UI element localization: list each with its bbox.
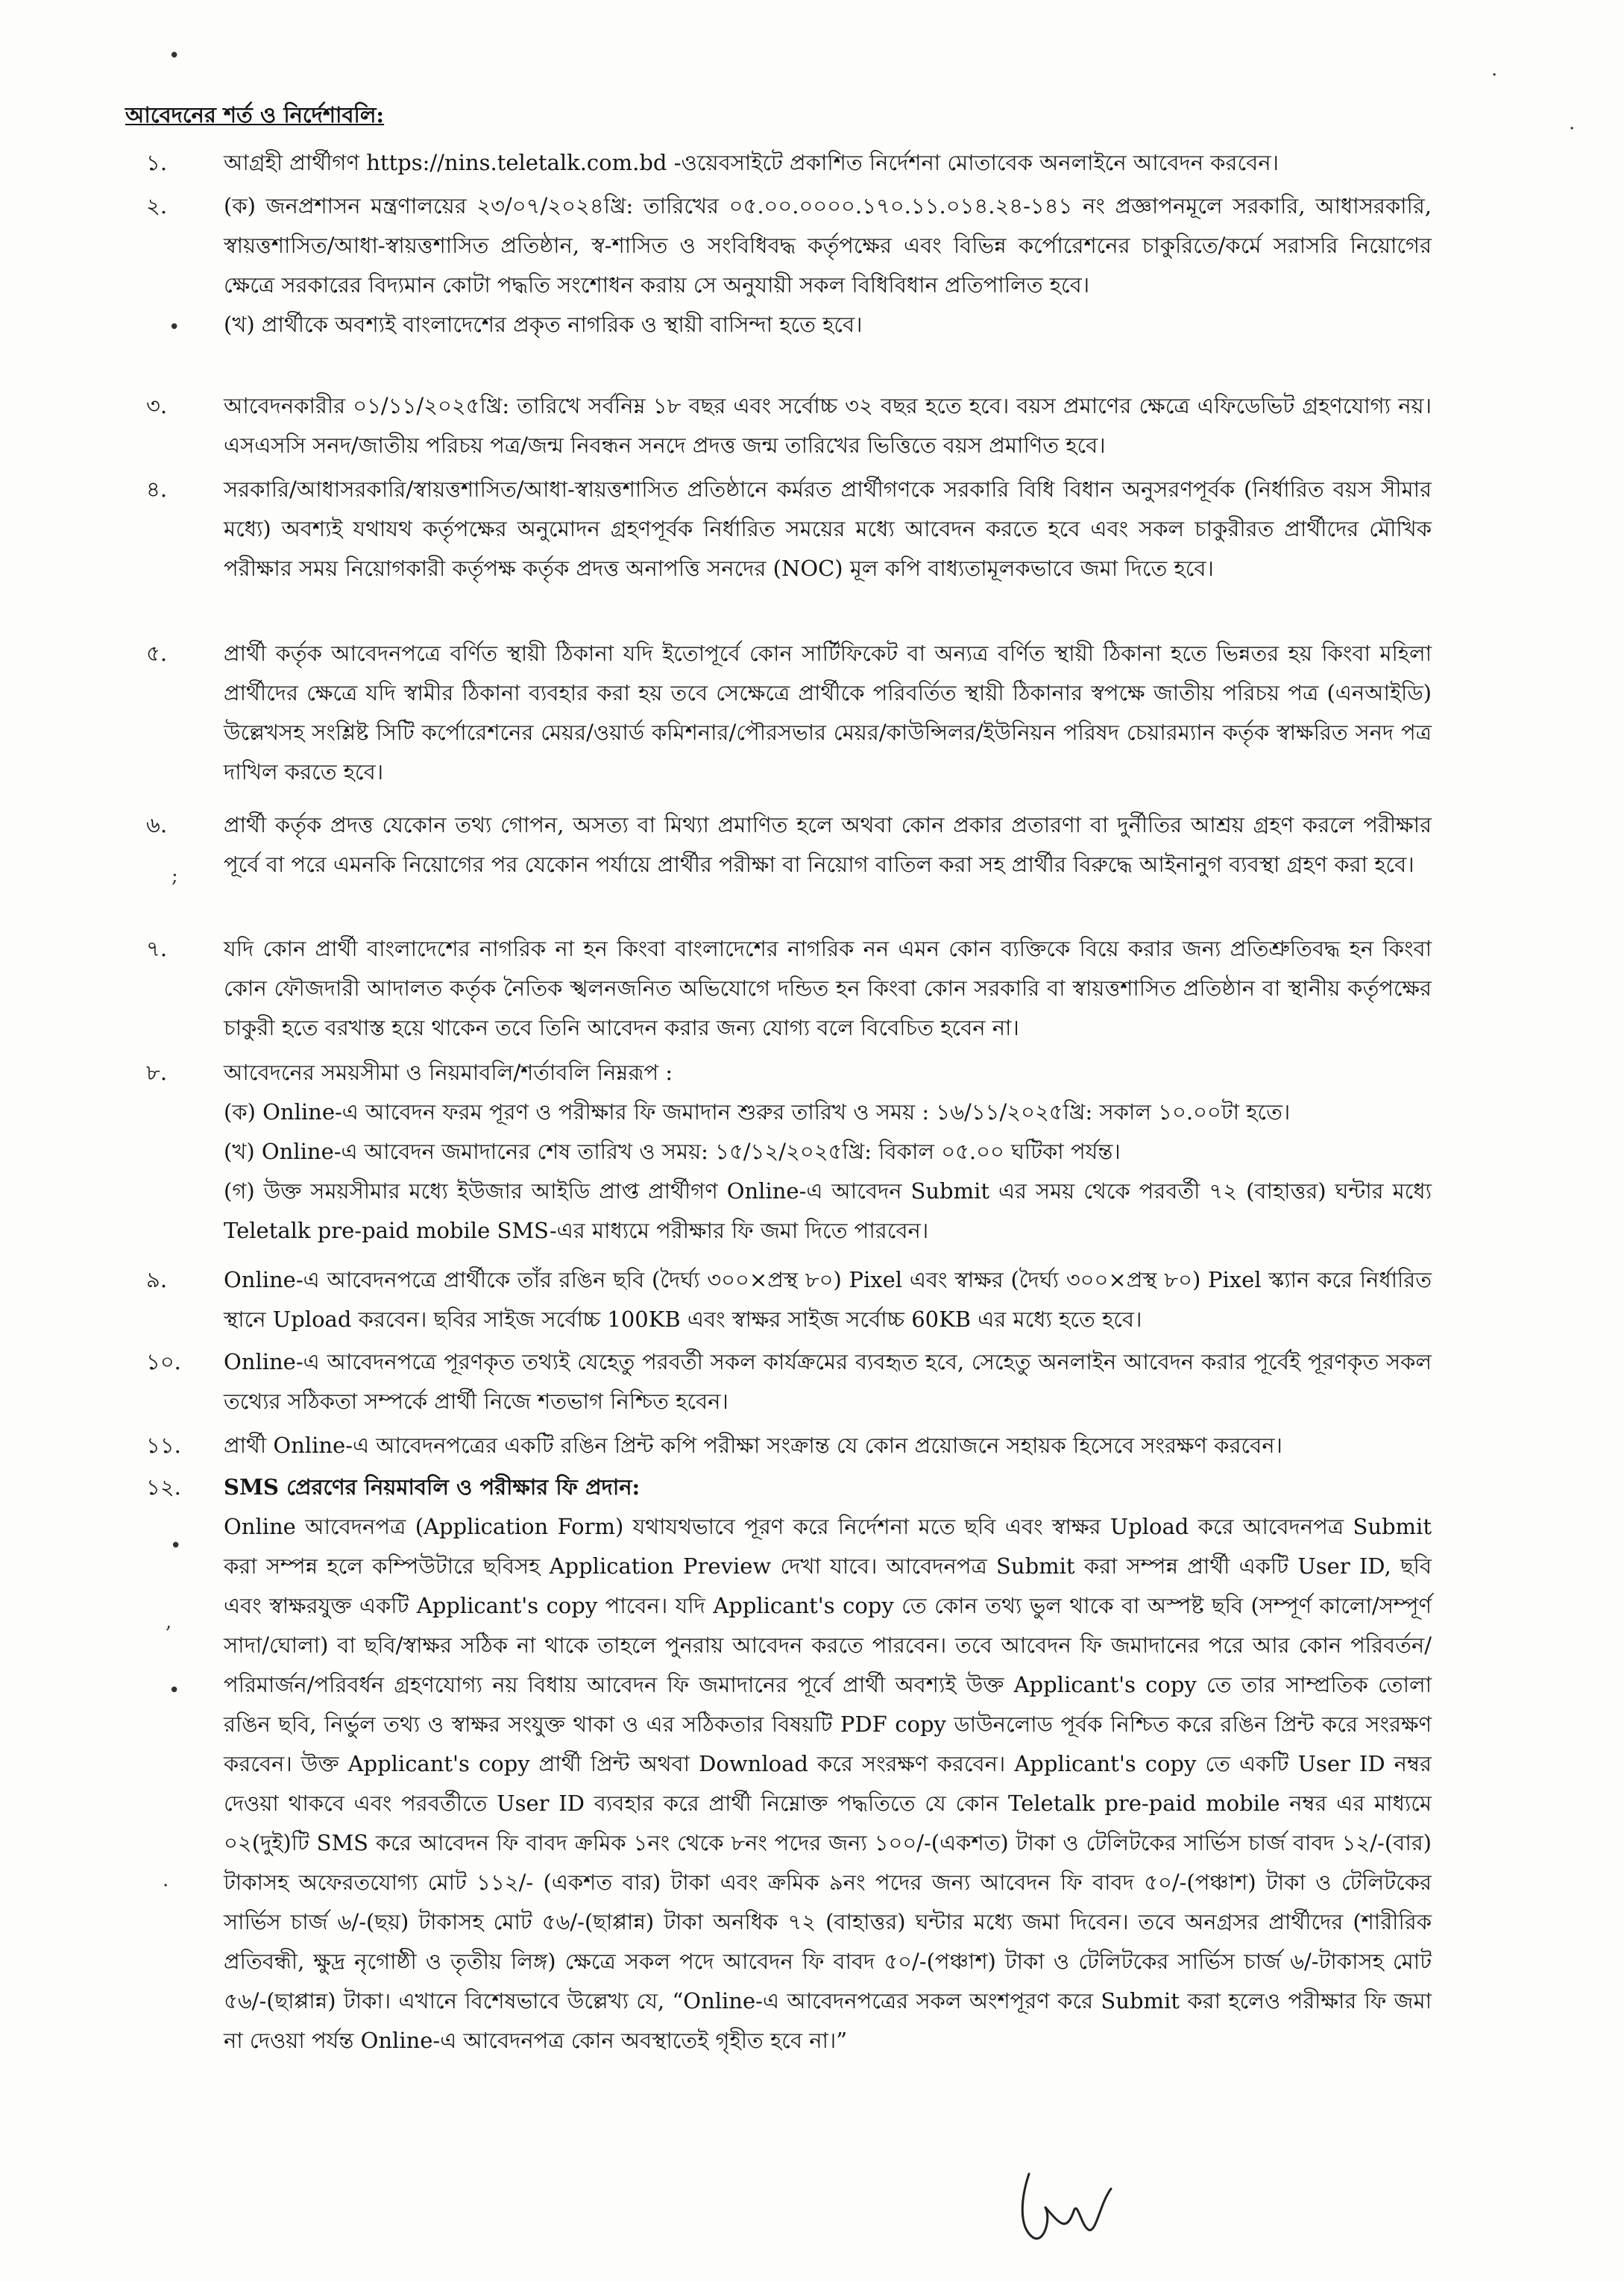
item-line: Online-এ আবেদনপত্রে প্রার্থীকে তাঁর রঙিন ছবি (দৈর্ঘ্য ৩০০×প্রস্থ ৮০) Pixel এবং স্বাক্ষর (দৈর্ঘ্য ৩০০×প্রস্থ ৮০) Pixel স্ক্যান করে নির্ধারিত স্থানে Upload করবেন। ছবির সাইজ সর্বোচ্চ 100KB এবং স্বাক্ষর সাইজ সর্বোচ্চ 60KB এর মধ্যে হতে হবে। xyxy=(224,1267,1432,1332)
item-number: ৫. xyxy=(146,641,168,666)
item-text xyxy=(224,1342,1432,1421)
scan-speck: , xyxy=(166,1611,172,1633)
item-line: (ক) জনপ্রশাসন মন্ত্রণালয়ের ২৩/০৭/২০২৪খ্রি: তারিখের ০৫.০০.০০০০.১৭০.১১.০১৪.২৪-১৪১ নং প্রজ্ঞাপনমূলে সরকারি, আধাসরকারি, স্বায়ত্তশাসিত/আধা-স্বায়ত্তশাসিত প্রতিষ্ঠান, স্ব-শাসিত ও সংবিধিবদ্ধ কর্তৃপক্ষের এবং বিভিন্ন কর্পোরেশনের চাকুরিতে/কর্মে সরাসরি নিয়োগের ক্ষেত্রে সরকারের বিদ্যমান কোটা পদ্ধতি সংশোধন করায় সে অনুযায়ী সকল বিধিবিধান প্রতিপালিত হবে। xyxy=(224,193,1432,298)
item-number: ৭. xyxy=(146,936,168,961)
item-text xyxy=(224,1053,1432,1251)
item-line: আবেদনের সময়সীমা ও নিয়মাবলি/শর্তাবলি নিম্নরূপ : xyxy=(224,1060,673,1085)
item-number: ১. xyxy=(146,150,168,175)
scan-speck: • xyxy=(169,316,180,339)
item-text xyxy=(224,634,1432,792)
item-line: (খ) প্রার্থীকে অবশ্যই বাংলাদেশের প্রকৃত নাগরিক ও স্থায়ী বাসিন্দা হতে হবে। xyxy=(224,312,863,337)
item-number: ১২. xyxy=(146,1474,181,1500)
item-line: আগ্রহী প্রার্থীগণ https://nins.teletalk.com.bd -ওয়েবসাইটে প্রকাশিত নির্দেশনা মোতাবেক অনলাইনে আবেদন করবেন। xyxy=(224,150,1279,175)
scan-speck: • xyxy=(169,1679,180,1702)
item-line: প্রার্থী Online-এ আবেদনপত্রের একটি রঙিন প্রিন্ট কপি পরীক্ষা সংক্রান্ত যে কোন প্রয়োজনে সহায়ক হিসেবে সংরক্ষণ করবেন। xyxy=(224,1433,1282,1458)
item-line: SMS প্রেরণের নিয়মাবলি ও পরীক্ষার ফি প্রদান: xyxy=(224,1474,641,1500)
item-text xyxy=(224,1426,1432,1465)
item-text xyxy=(224,386,1432,465)
item-number: ১০. xyxy=(146,1349,181,1374)
scan-speck: · xyxy=(1569,118,1576,140)
section-heading: আবেদনের শর্ত ও নির্দেশাবলি: xyxy=(125,102,385,128)
item-line: (গ) উক্ত সময়সীমার মধ্যে ইউজার আইডি প্রাপ্ত প্রার্থীগণ Online-এ আবেদন Submit এর সময় থেকে পরবর্তী ৭২ (বাহাত্তর) ঘন্টার মধ্যে Teletalk pre-paid mobile SMS-এর মাধ্যমে পরীক্ষার ফি জমা দিতে পারবেন। xyxy=(224,1178,1432,1243)
signature-mark xyxy=(999,2166,1118,2248)
item-number: ৯. xyxy=(146,1267,168,1292)
scan-speck: · xyxy=(1491,64,1498,87)
item-line: (খ) Online-এ আবেদন জমাদানের শেষ তারিখ ও সময়: ১৫/১২/২০২৫খ্রি: বিকাল ০৫.০০ ঘটিকা পর্যন্ত। xyxy=(224,1139,1121,1164)
item-line: সরকারি/আধাসরকারি/স্বায়ত্তশাসিত/আধা-স্বায়ত্তশাসিত প্রতিষ্ঠানে কর্মরত প্রার্থীগণকে সরকারি বিধি বিধান অনুসরণপূর্বক (নির্ধারিত বয়স সীমার মধ্যে) অবশ্যই যথাযথ কর্তৃপক্ষের অনুমোদন গ্রহণপূর্বক নির্ধারিত সময়ের মধ্যে আবেদন করতে হবে এবং সকল চাকুরীরত প্রার্থীদের মৌখিক পরীক্ষার সময় নিয়োগকারী কর্তৃপক্ষ কর্তৃক প্রদত্ত অনাপত্তি সনদের (NOC) মূল কপি বাধ্যতামূলকভাবে জমা দিতে হবে। xyxy=(224,477,1432,581)
item-text xyxy=(224,1468,1432,2061)
item-number: ৬. xyxy=(146,812,168,837)
item-number: ৩. xyxy=(146,393,168,418)
item-number: ২. xyxy=(146,193,168,219)
item-line: প্রার্থী কর্তৃক প্রদত্ত যেকোন তথ্য গোপন, অসত্য বা মিথ্যা প্রমাণিত হলে অথবা কোন প্রকার প্রতারণা বা দুর্নীতির আশ্রয় গ্রহণ করলে পরীক্ষার পূর্বে বা পরে এমনকি নিয়োগের পর যেকোন পর্যায়ে প্রার্থীর পরীক্ষা বা নিয়োগ বাতিল করা সহ প্রার্থীর বিরুদ্ধে আইনানুগ ব্যবস্থা গ্রহণ করা হবে। xyxy=(224,812,1432,877)
item-number: ৪. xyxy=(146,477,168,502)
item-line: (ক) Online-এ আবেদন ফরম পূরণ ও পরীক্ষার ফি জমাদান শুরুর তারিখ ও সময় : ১৬/১১/২০২৫খ্রি: সকাল ১০.০০টা হতে। xyxy=(224,1099,1291,1125)
scan-speck: • xyxy=(169,45,180,67)
item-text xyxy=(224,186,1432,345)
item-number: ৮. xyxy=(146,1060,168,1085)
item-line: Online-এ আবেদনপত্রে পূরণকৃত তথ্যই যেহেতু পরবর্তী সকল কার্যক্রমের ব্যবহৃত হবে, সেহেতু অনলাইন আবেদন করার পূর্বেই পূরণকৃত সকল তথ্যের সঠিকতা সম্পর্কে প্রার্থী নিজে শতভাগ নিশ্চিত হবেন। xyxy=(224,1349,1432,1414)
item-text xyxy=(224,143,1432,183)
scan-speck: · xyxy=(163,1875,169,1897)
item-text xyxy=(224,805,1432,884)
item-number: ১১. xyxy=(146,1433,181,1458)
item-line: প্রার্থী কর্তৃক আবেদনপত্রে বর্ণিত স্থায়ী ঠিকানা যদি ইতোপূর্বে কোন সার্টিফিকেট বা অন্যত্র বর্ণিত স্থায়ী ঠিকানা হতে ভিন্নতর হয় কিংবা মহিলা প্রার্থীদের ক্ষেত্রে যদি স্বামীর ঠিকানা ব্যবহার করা হয় তবে সেক্ষেত্রে প্রার্থীকে পরিবর্তিত স্থায়ী ঠিকানার স্বপক্ষে জাতীয় পরিচয় পত্র (এনআইডি) উল্লেখসহ সংশ্লিষ্ট সিটি কর্পোরেশনের মেয়র/ওয়ার্ড কমিশনার/পৌরসভার মেয়র/কাউন্সিলর/ইউনিয়ন পরিষদ চেয়ারম্যান কর্তৃক স্বাক্ষরিত সনদ পত্র দাখিল করতে হবে। xyxy=(224,641,1432,785)
item-text xyxy=(224,929,1432,1048)
item-line: Online আবেদনপত্র (Application Form) যথাযথভাবে পূরণ করে নির্দেশনা মতে ছবি এবং স্বাক্ষর Upload করে আবেদনপত্র Submit করা সম্পন্ন হলে কম্পিউটারে ছবিসহ Application Preview দেখা যাবে। আবেদনপত্র Submit করা সম্পন্ন প্রার্থী একটি User ID, ছবি এবং স্বাক্ষরযুক্ত একটি Applicant's copy পাবেন। যদি Applicant's copy তে কোন তথ্য ভুল থাকে বা অস্পষ্ট ছবি (সম্পূর্ণ কালো/সম্পূর্ণ সাদা/ঘোলা) বা ছবি/স্বাক্ষর সঠিক না থাকে তাহলে পুনরায় আবেদন করতে পারবেন। তবে আবেদন ফি জমাদানের পরে আর কোন পরিবর্তন/পরিমার্জন/পরিবর্ধন গ্রহণযোগ্য নয় বিধায় আবেদন ফি জমাদানের পূর্বে প্রার্থী অবশ্যই উক্ত Applicant's copy তে তার সাম্প্রতিক তোলা রঙিন ছবি, নির্ভুল তথ্য ও স্বাক্ষর সংযুক্ত থাকা ও এর সঠিকতার বিষয়টি PDF copy ডাউনলোড পূর্বক নিশ্চিত করে রঙিন প্রিন্ট করে সংরক্ষণ করবেন। উক্ত Applicant's copy প্রার্থী প্রিন্ট অথবা Download করে সংরক্ষণ করবেন। Applicant's copy তে একটি User ID নম্বর দেওয়া থাকবে এবং পরবর্তীতে User ID ব্যবহার করে প্রার্থী নিম্নোক্ত পদ্ধতিতে যে কোন Teletalk pre-paid mobile নম্বর এর মাধ্যমে ০২(দুই)টি SMS করে আবেদন ফি বাবদ ক্রমিক ১নং থেকে ৮নং পদের জন্য ১০০/-(একশত) টাকা ও টেলিটকের সার্ভিস চার্জ বাবদ ১২/-(বার) টাকাসহ অফেরতযোগ্য মোট ১১২/- (একশত বার) টাকা এবং ক্রমিক ৯নং পদের জন্য আবেদন ফি বাবদ ৫০/-(পঞ্চাশ) টাকা ও টেলিটকের সার্ভিস চার্জ ৬/-(ছয়) টাকাসহ মোট ৫৬/-(ছাপ্পান্ন) টাকা অনধিক ৭২ (বাহাত্তর) ঘন্টার মধ্যে জমা দিবেন। তবে অনগ্রসর প্রার্থীদের (শারীরিক প্রতিবন্ধী, ক্ষুদ্র নৃগোষ্ঠী ও তৃতীয় লিঙ্গ) ক্ষেত্রে সকল পদে আবেদন ফি বাবদ ৫০/-(পঞ্চাশ) টাকা ও টেলিটকের সার্ভিস চার্জ ৬/-টাকাসহ মোট ৫৬/-(ছাপ্পান্ন) টাকা। এখানে বিশেষভাবে উল্লেখ্য যে, “Online-এ আবেদনপত্রের সকল অংশপূরণ করে Submit করা হলেও পরীক্ষার ফি জমা না দেওয়া পর্যন্ত Online-এ আবেদনপত্র কোন অবস্থাতেই গৃহীত হবে না।” xyxy=(224,1514,1432,2053)
scan-speck: ; xyxy=(171,865,178,887)
item-line: আবেদনকারীর ০১/১১/২০২৫খ্রি: তারিখে সর্বনিম্ন ১৮ বছর এবং সর্বোচ্চ ৩২ বছর হতে হবে। বয়স প্রমাণের ক্ষেত্রে এফিডেভিট গ্রহণযোগ্য নয়। এসএসসি সনদ/জাতীয় পরিচয় পত্র/জন্ম নিবন্ধন সনদে প্রদত্ত জন্ম তারিখের ভিত্তিতে বয়স প্রমাণিত হবে। xyxy=(224,393,1432,458)
scan-speck: • xyxy=(170,1535,182,1557)
item-text xyxy=(224,470,1432,588)
item-line: যদি কোন প্রার্থী বাংলাদেশের নাগরিক না হন কিংবা বাংলাদেশের নাগরিক নন এমন কোন ব্যক্তিকে বিয়ে করার জন্য প্রতিশ্রুতিবদ্ধ হন কিংবা কোন ফৌজদারী আদালত কর্তৃক নৈতিক স্খলনজনিত অভিযোগে দন্ডিত হন কিংবা কোন সরকারি বা স্বায়ত্তশাসিত প্রতিষ্ঠান বা স্থানীয় কর্তৃপক্ষের চাকুরী হতে বরখাস্ত হয়ে থাকেন তবে তিনি আবেদন করার জন্য যোগ্য বলে বিবেচিত হবেন না। xyxy=(224,936,1432,1040)
item-text xyxy=(224,1260,1432,1339)
